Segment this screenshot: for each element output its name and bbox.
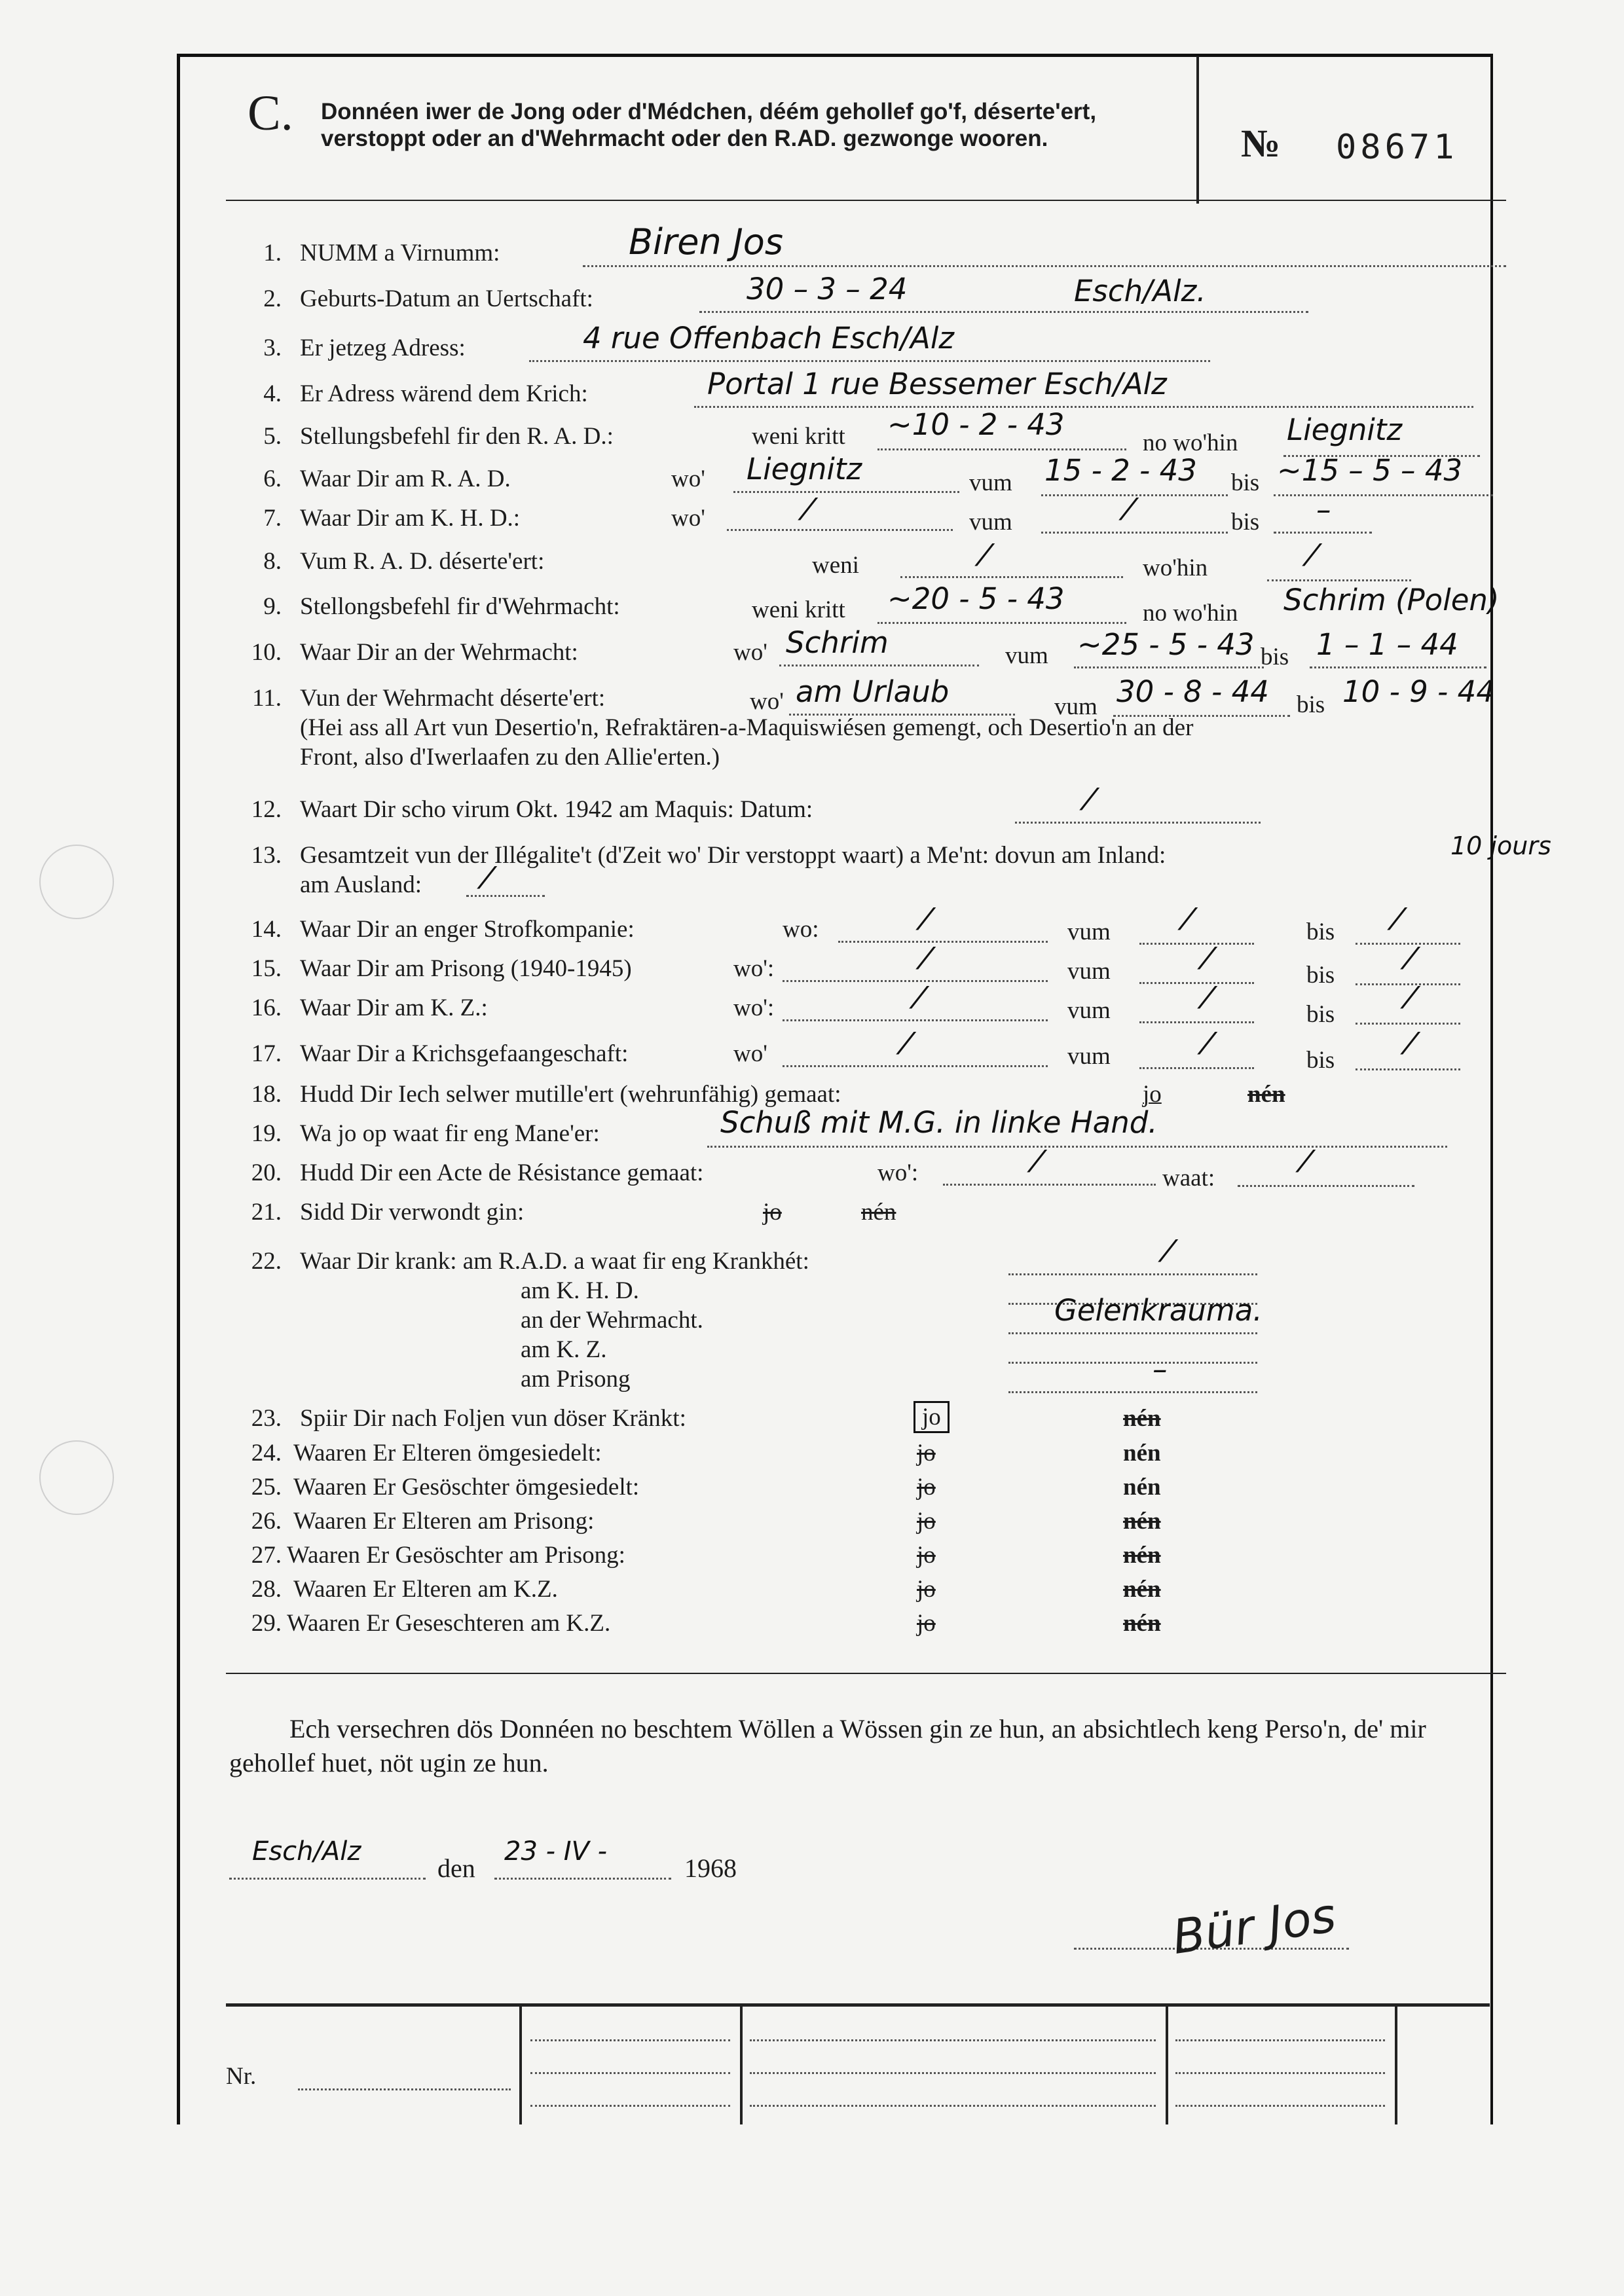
- line-7-label: Waar Dir am K. H. D.:: [300, 505, 521, 532]
- line-19-number: 19.: [251, 1120, 282, 1147]
- line-20-what-dots: [1238, 1185, 1414, 1187]
- signature: Bür Jos: [1169, 1887, 1339, 1965]
- line-5-no-wohin: no wo'hin: [1143, 429, 1238, 456]
- section-letter: C.: [248, 86, 293, 141]
- line-13-ausland-dots: [466, 895, 545, 897]
- line-16-bis: bis: [1306, 1001, 1335, 1028]
- line-14-to[interactable]: ⁄: [1395, 902, 1400, 937]
- line-24-nen[interactable]: nén: [1123, 1440, 1161, 1467]
- section-divider: [226, 1673, 1506, 1674]
- line-7-to-dots: [1274, 532, 1372, 534]
- line-23-label: Spiir Dir nach Foljen vun döser Kränkt:: [300, 1405, 686, 1432]
- line-6-wo: wo': [671, 465, 705, 492]
- line-4-number: 4.: [263, 380, 282, 407]
- line-16-number: 16.: [251, 994, 282, 1021]
- line-17-number: 17.: [251, 1040, 282, 1067]
- line-24-jo[interactable]: jo: [917, 1440, 936, 1467]
- line-11-bis: bis: [1297, 691, 1325, 718]
- line-14-wo: wo:: [783, 916, 819, 943]
- section-title: Donnéen iwer de Jong oder d'Médchen, déém gehollef go'f, déserte'ert, verstoppt oder an d'Wehrmacht oder den R.AD. gezwonge wooren.: [321, 99, 1097, 151]
- line-4-value[interactable]: Portal 1 rue Bessemer Esch/Alz: [707, 367, 1167, 401]
- line-3-value[interactable]: 4 rue Offenbach Esch/Alz: [583, 321, 954, 355]
- line-6-to[interactable]: ~15 – 5 – 43: [1277, 453, 1463, 488]
- line-17-to-dots: [1356, 1068, 1460, 1070]
- line-12-number: 12.: [251, 796, 282, 823]
- line-15-number: 15.: [251, 955, 282, 982]
- line-6-place[interactable]: Liegnitz: [747, 452, 862, 486]
- line-2-place[interactable]: Esch/Alz.: [1074, 274, 1206, 308]
- line-20-what[interactable]: ⁄: [1303, 1144, 1308, 1179]
- line-2-date[interactable]: 30 – 3 – 24: [747, 272, 908, 306]
- header-divider-vertical: [1196, 56, 1199, 204]
- footer-col2-dots-1: [530, 2039, 730, 2041]
- sign-year: 1968: [684, 1853, 737, 1883]
- footer-divider-4: [1395, 2003, 1397, 2124]
- line-7-from[interactable]: ⁄: [1126, 492, 1132, 527]
- line-9-number: 9.: [263, 593, 282, 620]
- footer-col4-dots-1: [1175, 2039, 1385, 2041]
- line-17-place-dots: [783, 1065, 1048, 1067]
- line-20-number: 20.: [251, 1159, 282, 1186]
- line-7-place-dots: [727, 529, 953, 531]
- line-20-label: Hudd Dir een Acte de Résistance gemaat:: [300, 1159, 704, 1186]
- punch-hole-bottom: [39, 1440, 114, 1515]
- footer-col2-dots-3: [530, 2105, 730, 2107]
- footer-nr-dots: [298, 2088, 511, 2090]
- line-10-from-dots: [1074, 666, 1264, 668]
- line-6-bis: bis: [1231, 469, 1260, 496]
- line-8-date[interactable]: ⁄: [982, 538, 987, 573]
- line-6-vum: vum: [969, 469, 1012, 496]
- line-9-label: Stellongsbefehl fir d'Wehrmacht:: [300, 593, 620, 620]
- sign-date-dots: [494, 1878, 671, 1880]
- line-8-wohin: wo'hin: [1143, 555, 1208, 581]
- line-26-label: Waaren Er Elteren am Prisong:: [293, 1508, 595, 1535]
- line-6-label: Waar Dir am R. A. D.: [300, 465, 511, 492]
- line-5-date[interactable]: ~10 - 2 - 43: [887, 407, 1065, 442]
- line-7-number: 7.: [263, 505, 282, 532]
- line-1-label: NUMM a Virnumm:: [300, 240, 500, 266]
- line-7-bis: bis: [1231, 509, 1260, 536]
- line-11-to[interactable]: 10 - 9 - 44: [1342, 674, 1495, 709]
- line-16-from[interactable]: ⁄: [1205, 981, 1210, 1015]
- line-11-vum: vum: [1054, 693, 1098, 720]
- line-7-vum: vum: [969, 509, 1012, 536]
- line-21-number: 21.: [251, 1199, 282, 1226]
- line-16-vum: vum: [1067, 997, 1111, 1024]
- line-5-weni-kritt: weni kritt: [752, 423, 845, 450]
- footer-top-rule: [226, 2003, 1490, 2007]
- line-19-label: Wa jo op waat fir eng Mane'er:: [300, 1120, 600, 1147]
- line-15-from[interactable]: ⁄: [1205, 941, 1210, 976]
- line-28-number: 28.: [251, 1576, 282, 1603]
- line-22-number: 22.: [251, 1248, 282, 1275]
- line-5-date-dots: [877, 448, 1126, 450]
- line-8-number: 8.: [263, 548, 282, 575]
- line-12-dots: [1015, 822, 1261, 824]
- line-14-vum: vum: [1067, 919, 1111, 945]
- line-22-kz-dots: [1008, 1362, 1257, 1364]
- line-22-pris-dots: [1008, 1391, 1257, 1393]
- line-23-number: 23.: [251, 1405, 282, 1432]
- line-15-label: Waar Dir am Prisong (1940-1945): [300, 955, 632, 982]
- line-10-place[interactable]: Schrim: [786, 625, 889, 660]
- line-10-label: Waar Dir an der Wehrmacht:: [300, 639, 578, 666]
- line-10-place-dots: [779, 665, 979, 666]
- declaration-text: Ech versechren dös Donnéen no beschtem Wöllen a Wössen gin ze hun, an absichtlech keng Perso'n, de' mir gehollef huet, nöt ugin ze hun.: [229, 1714, 1426, 1777]
- line-5-label: Stellungsbefehl fir den R. A. D.:: [300, 423, 614, 450]
- line-9-date-dots: [877, 622, 1126, 624]
- line-14-number: 14.: [251, 916, 282, 943]
- line-15-vum: vum: [1067, 958, 1111, 985]
- line-11-wo: wo': [750, 688, 784, 715]
- line-26-nen[interactable]: nén: [1123, 1508, 1161, 1535]
- sign-place-dots: [229, 1878, 426, 1880]
- line-22-wehr-dots: [1008, 1332, 1257, 1334]
- line-1-dots: [583, 265, 1506, 267]
- line-16-wo: wo':: [733, 994, 775, 1021]
- line-21-nen[interactable]: nén: [861, 1199, 896, 1226]
- line-23-nen[interactable]: nén: [1123, 1405, 1161, 1432]
- footer-col4-dots-3: [1175, 2105, 1385, 2107]
- line-2-dots: [699, 311, 1308, 313]
- line-1-number: 1.: [263, 240, 282, 266]
- line-15-place-dots: [783, 980, 1048, 982]
- line-10-wo: wo': [733, 639, 767, 666]
- line-8-place-dots: [1267, 579, 1411, 581]
- line-17-place[interactable]: ⁄: [904, 1027, 909, 1061]
- line-3-label: Er jetzeg Adress:: [300, 335, 466, 361]
- line-6-number: 6.: [263, 465, 282, 492]
- line-20-place-dots: [943, 1184, 1156, 1186]
- line-14-from[interactable]: ⁄: [1185, 902, 1190, 937]
- sign-place[interactable]: Esch/Alz: [252, 1836, 361, 1867]
- line-17-vum: vum: [1067, 1043, 1111, 1070]
- line-7-from-dots: [1041, 532, 1228, 534]
- line-25-number: 25.: [251, 1474, 282, 1501]
- line-21-jo[interactable]: jo: [763, 1199, 782, 1226]
- line-10-to[interactable]: 1 – 1 – 44: [1316, 627, 1458, 662]
- footer-divider-2: [740, 2003, 743, 2124]
- line-17-from-dots: [1139, 1067, 1254, 1069]
- line-22-pris-label: am Prisong: [521, 1366, 631, 1393]
- line-3-number: 3.: [263, 335, 282, 361]
- line-29-number: 29.: [251, 1610, 282, 1637]
- line-22-label: Waar Dir krank: am R.A.D. a waat fir eng Krankhét:: [300, 1248, 809, 1275]
- line-29-jo[interactable]: jo: [917, 1610, 936, 1637]
- line-15-to[interactable]: ⁄: [1408, 941, 1413, 976]
- line-4-dots: [694, 406, 1473, 408]
- line-28-label: Waaren Er Elteren am K.Z.: [293, 1576, 558, 1603]
- line-6-to-dots: [1274, 494, 1493, 496]
- line-25-nen[interactable]: nén: [1123, 1474, 1161, 1501]
- line-10-from[interactable]: ~25 - 5 - 43: [1077, 627, 1255, 662]
- line-20-waat: waat:: [1162, 1165, 1215, 1192]
- line-12-label: Waart Dir scho virum Okt. 1942 am Maquis: Datum:: [300, 796, 813, 823]
- line-25-label: Waaren Er Gesöschter ömgesiedelt:: [293, 1474, 640, 1501]
- line-28-nen[interactable]: nén: [1123, 1576, 1161, 1603]
- line-24-label: Waaren Er Elteren ömgesiedelt:: [293, 1440, 602, 1467]
- line-24-number: 24.: [251, 1440, 282, 1467]
- line-19-value[interactable]: Schuß mit M.G. in linke Hand.: [720, 1105, 1158, 1140]
- line-8-weni: weni: [812, 552, 859, 579]
- line-28-jo[interactable]: jo: [917, 1576, 936, 1603]
- line-16-place-dots: [783, 1019, 1048, 1021]
- line-26-number: 26.: [251, 1508, 282, 1535]
- sign-den: den: [437, 1853, 475, 1883]
- line-5-number: 5.: [263, 423, 282, 450]
- line-22-rad-dots: [1008, 1273, 1257, 1275]
- line-8-label: Vum R. A. D. déserte'ert:: [300, 548, 545, 575]
- line-10-to-dots: [1310, 666, 1486, 668]
- line-25-jo[interactable]: jo: [917, 1474, 936, 1501]
- line-10-vum: vum: [1005, 642, 1048, 669]
- line-14-place[interactable]: ⁄: [923, 902, 929, 937]
- line-7-wo: wo': [671, 505, 705, 532]
- line-27-label: Waaren Er Gesöschter am Prisong:: [287, 1542, 625, 1569]
- line-9-place[interactable]: Schrim (Polen): [1283, 583, 1500, 617]
- footer-col3-dots-1: [750, 2039, 1156, 2041]
- line-18-jo[interactable]: jo: [1143, 1081, 1162, 1108]
- line-16-from-dots: [1139, 1021, 1254, 1023]
- line-11-number: 11.: [252, 685, 282, 712]
- line-9-date[interactable]: ~20 - 5 - 43: [887, 581, 1065, 616]
- line-14-bis: bis: [1306, 919, 1335, 945]
- footer-divider-1: [519, 2003, 522, 2124]
- line-29-nen[interactable]: nén: [1123, 1610, 1161, 1637]
- footer-col3-dots-3: [750, 2105, 1156, 2107]
- line-6-from[interactable]: 15 - 2 - 43: [1044, 453, 1197, 488]
- line-27-number: 27.: [251, 1542, 282, 1569]
- line-16-to[interactable]: ⁄: [1408, 981, 1413, 1015]
- line-13-label-ausland: am Ausland:: [300, 871, 422, 898]
- line-13-number: 13.: [251, 842, 282, 869]
- line-15-bis: bis: [1306, 962, 1335, 989]
- line-8-date-dots: [900, 576, 1123, 578]
- line-7-to[interactable]: –: [1316, 492, 1331, 527]
- line-18-nen[interactable]: nén: [1247, 1081, 1285, 1108]
- line-26-jo[interactable]: jo: [917, 1508, 936, 1535]
- line-17-from[interactable]: ⁄: [1205, 1027, 1210, 1061]
- form-number: 08671: [1336, 128, 1458, 167]
- line-15-wo: wo':: [733, 955, 775, 982]
- line-5-place[interactable]: Liegnitz: [1287, 412, 1403, 447]
- line-2-number: 2.: [263, 285, 282, 312]
- line-20-wo: wo':: [877, 1159, 919, 1186]
- line-6-place-dots: [733, 491, 959, 493]
- footer-col2-dots-2: [530, 2072, 730, 2074]
- line-27-jo[interactable]: jo: [917, 1542, 936, 1569]
- line-9-weni-kritt: weni kritt: [752, 596, 845, 623]
- line-14-place-dots: [838, 941, 1048, 943]
- line-12-value[interactable]: ⁄: [1087, 782, 1092, 817]
- line-11-note-2: Front, also d'Iwerlaafen zu den Allie'erten.): [300, 744, 720, 771]
- line-22-pris[interactable]: –: [1153, 1352, 1168, 1387]
- line-19-dots: [707, 1146, 1447, 1148]
- line-22-khd-label: am K. H. D.: [521, 1277, 639, 1304]
- line-11-note-1: (Hei ass all Art vun Desertio'n, Refraktären-a-Maquiswiésen gemengt, och Desertio'n an der: [300, 714, 1194, 741]
- sign-date[interactable]: 23 - IV -: [504, 1836, 608, 1867]
- line-27-nen[interactable]: nén: [1123, 1542, 1161, 1569]
- line-20-place[interactable]: ⁄: [1035, 1144, 1040, 1179]
- line-14-label: Waar Dir an enger Strofkompanie:: [300, 916, 635, 943]
- line-4-label: Er Adress wärend dem Krich:: [300, 380, 588, 407]
- line-22-kz-label: am K. Z.: [521, 1336, 607, 1363]
- line-18-label: Hudd Dir Iech selwer mutille'ert (wehrunfähig) gemaat:: [300, 1081, 841, 1108]
- punch-hole-top: [39, 845, 114, 919]
- line-16-to-dots: [1356, 1023, 1460, 1025]
- line-22-wehr[interactable]: Gelenkrauma.: [1054, 1293, 1263, 1328]
- line-16-place[interactable]: ⁄: [917, 981, 922, 1015]
- line-10-bis: bis: [1261, 644, 1289, 670]
- number-sign: №: [1241, 122, 1281, 165]
- line-7-place[interactable]: ⁄: [805, 492, 811, 527]
- line-9-no-wohin: no wo'hin: [1143, 600, 1238, 627]
- footer-col3-dots-2: [750, 2072, 1156, 2074]
- line-17-bis: bis: [1306, 1047, 1335, 1074]
- line-17-wo: wo': [733, 1040, 767, 1067]
- line-13-ausland[interactable]: ⁄: [485, 861, 490, 896]
- line-17-label: Waar Dir a Krichsgefaangeschaft:: [300, 1040, 629, 1067]
- line-11-from[interactable]: 30 - 8 - 44: [1116, 674, 1269, 709]
- line-2-label: Geburts-Datum an Uertschaft:: [300, 285, 593, 312]
- line-29-label: Waaren Er Geseschteren am K.Z.: [287, 1610, 611, 1637]
- line-6-from-dots: [1041, 494, 1228, 496]
- line-15-from-dots: [1139, 982, 1254, 984]
- line-15-place[interactable]: ⁄: [923, 941, 929, 976]
- line-3-dots: [529, 360, 1210, 362]
- line-1-value[interactable]: Biren Jos: [629, 221, 783, 263]
- line-14-from-dots: [1139, 943, 1254, 945]
- line-8-place[interactable]: ⁄: [1310, 538, 1315, 573]
- line-21-label: Sidd Dir verwondt gin:: [300, 1199, 525, 1226]
- line-22-rad[interactable]: ⁄: [1166, 1234, 1171, 1269]
- line-18-number: 18.: [251, 1081, 282, 1108]
- line-23-jo[interactable]: jo: [913, 1401, 950, 1433]
- line-17-to[interactable]: ⁄: [1408, 1027, 1413, 1061]
- footer-nr-label: Nr.: [226, 2063, 257, 2090]
- line-13-inland[interactable]: 10 jours: [1450, 831, 1551, 860]
- footer-divider-3: [1166, 2003, 1168, 2124]
- line-13-label: Gesamtzeit vun der Illégalite't (d'Zeit wo' Dir verstoppt waart) a Me'nt: dovun am Inland:: [300, 842, 1166, 869]
- footer-col4-dots-2: [1175, 2072, 1385, 2074]
- header-divider: [226, 200, 1506, 201]
- line-11-place[interactable]: am Urlaub: [796, 674, 950, 709]
- line-11-label: Vun der Wehrmacht déserte'ert:: [300, 685, 606, 712]
- line-10-number: 10.: [251, 639, 282, 666]
- line-22-wehr-label: an der Wehrmacht.: [521, 1307, 703, 1334]
- line-16-label: Waar Dir am K. Z.:: [300, 994, 488, 1021]
